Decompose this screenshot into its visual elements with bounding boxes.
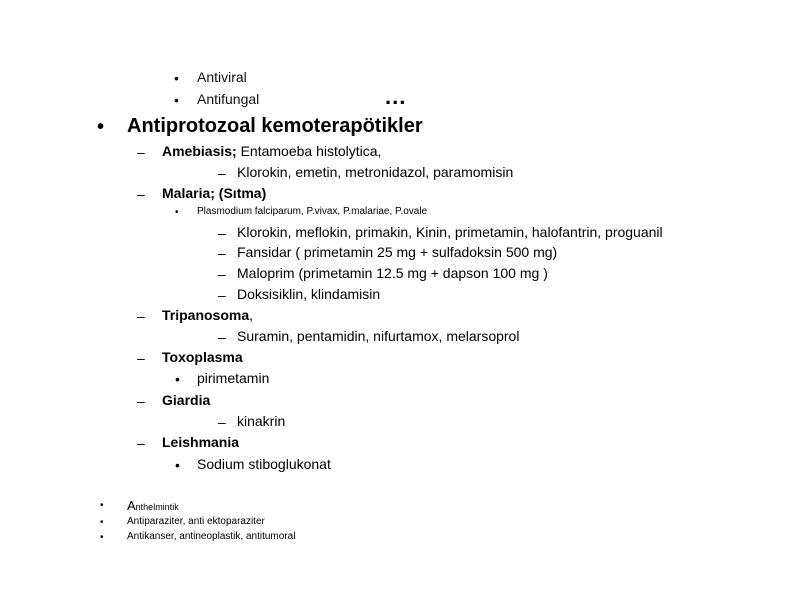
- bullet-toxoplasma-drug: •: [175, 371, 180, 387]
- toxoplasma-drugs: pirimetamin: [197, 370, 270, 386]
- malaria-drug: Doksisiklin, klindamisin: [237, 286, 381, 302]
- dash-malaria-drug-4: –: [218, 287, 226, 303]
- bullet-leishmania-drug: •: [175, 457, 180, 473]
- malaria-drug: Fansidar ( primetamin 25 mg + sulfadoksin 500 mg): [237, 244, 558, 260]
- dash-amebiasis-drugs: –: [218, 165, 226, 181]
- dash-malaria-drug-3: –: [218, 266, 226, 282]
- dash-tripanosoma-drugs: –: [218, 329, 226, 345]
- toxoplasma-label: Toxoplasma: [162, 349, 243, 365]
- tripanosoma-drugs: Suramin, pentamidin, nifurtamox, melarsoprol: [237, 328, 520, 344]
- giardia-label: Giardia: [162, 392, 211, 408]
- dash-toxoplasma: –: [137, 350, 145, 366]
- amebiasis-label: Amebiasis;: [162, 143, 237, 159]
- giardia-drugs: kinakrin: [237, 413, 286, 429]
- bullet-antiparaziter: •: [100, 517, 104, 528]
- bullet-anthelmintik: •: [100, 500, 104, 511]
- ellipsis-mark: ...: [385, 84, 407, 109]
- leishmania-drugs: Sodium stiboglukonat: [197, 456, 331, 472]
- dash-malaria: –: [137, 186, 145, 202]
- bullet-antiviral: •: [174, 70, 179, 86]
- bullet-main: •: [97, 116, 105, 138]
- item-antikanser: Antikanser, antineoplastik, antitumoral: [127, 531, 296, 542]
- bullet-antifungal: •: [174, 92, 179, 108]
- malaria-drug: Klorokin, meflokin, primakin, Kinin, primetamin, halofantrin, proguanil: [237, 224, 663, 240]
- dash-tripanosoma: –: [137, 308, 145, 324]
- main-title: Antiprotozoal kemoterapötikler: [127, 115, 423, 137]
- malaria-species: Plasmodium falciparum, P.vivax, P.malariae, P.ovale: [197, 206, 428, 217]
- anthelmintik-first-letter: A: [127, 498, 136, 513]
- tripanosoma-line: [162, 308, 253, 322]
- leishmania-label: Leishmania: [162, 434, 240, 450]
- malaria-label: Malaria; (Sıtma): [162, 185, 267, 201]
- item-antiviral: Antiviral: [197, 69, 247, 85]
- dash-malaria-drug-2: –: [218, 245, 226, 261]
- dash-giardia: –: [137, 393, 145, 409]
- anthelmintik-rest: nthelmintik: [135, 502, 179, 512]
- item-antifungal: Antifungal: [197, 91, 260, 107]
- tripanosoma-rest: ,: [249, 307, 254, 323]
- amebiasis-line: [162, 144, 381, 158]
- dash-amebiasis: –: [137, 144, 145, 160]
- dash-malaria-drug-1: –: [218, 225, 226, 241]
- tripanosoma-label: Tripanosoma: [162, 307, 250, 323]
- dash-giardia-drug: –: [218, 414, 226, 430]
- amebiasis-drugs: Klorokin, emetin, metronidazol, paramomisin: [237, 164, 514, 180]
- malaria-drug: Maloprim (primetamin 12.5 mg + dapson 100 mg ): [237, 265, 548, 281]
- bullet-malaria-species: •: [175, 207, 179, 218]
- item-antiparaziter: Antiparaziter, anti ektoparaziter: [127, 516, 265, 527]
- amebiasis-rest: Entamoeba histolytica,: [236, 143, 382, 159]
- dash-leishmania: –: [137, 435, 145, 451]
- bullet-antikanser: •: [100, 532, 104, 543]
- item-anthelmintik: [127, 498, 179, 514]
